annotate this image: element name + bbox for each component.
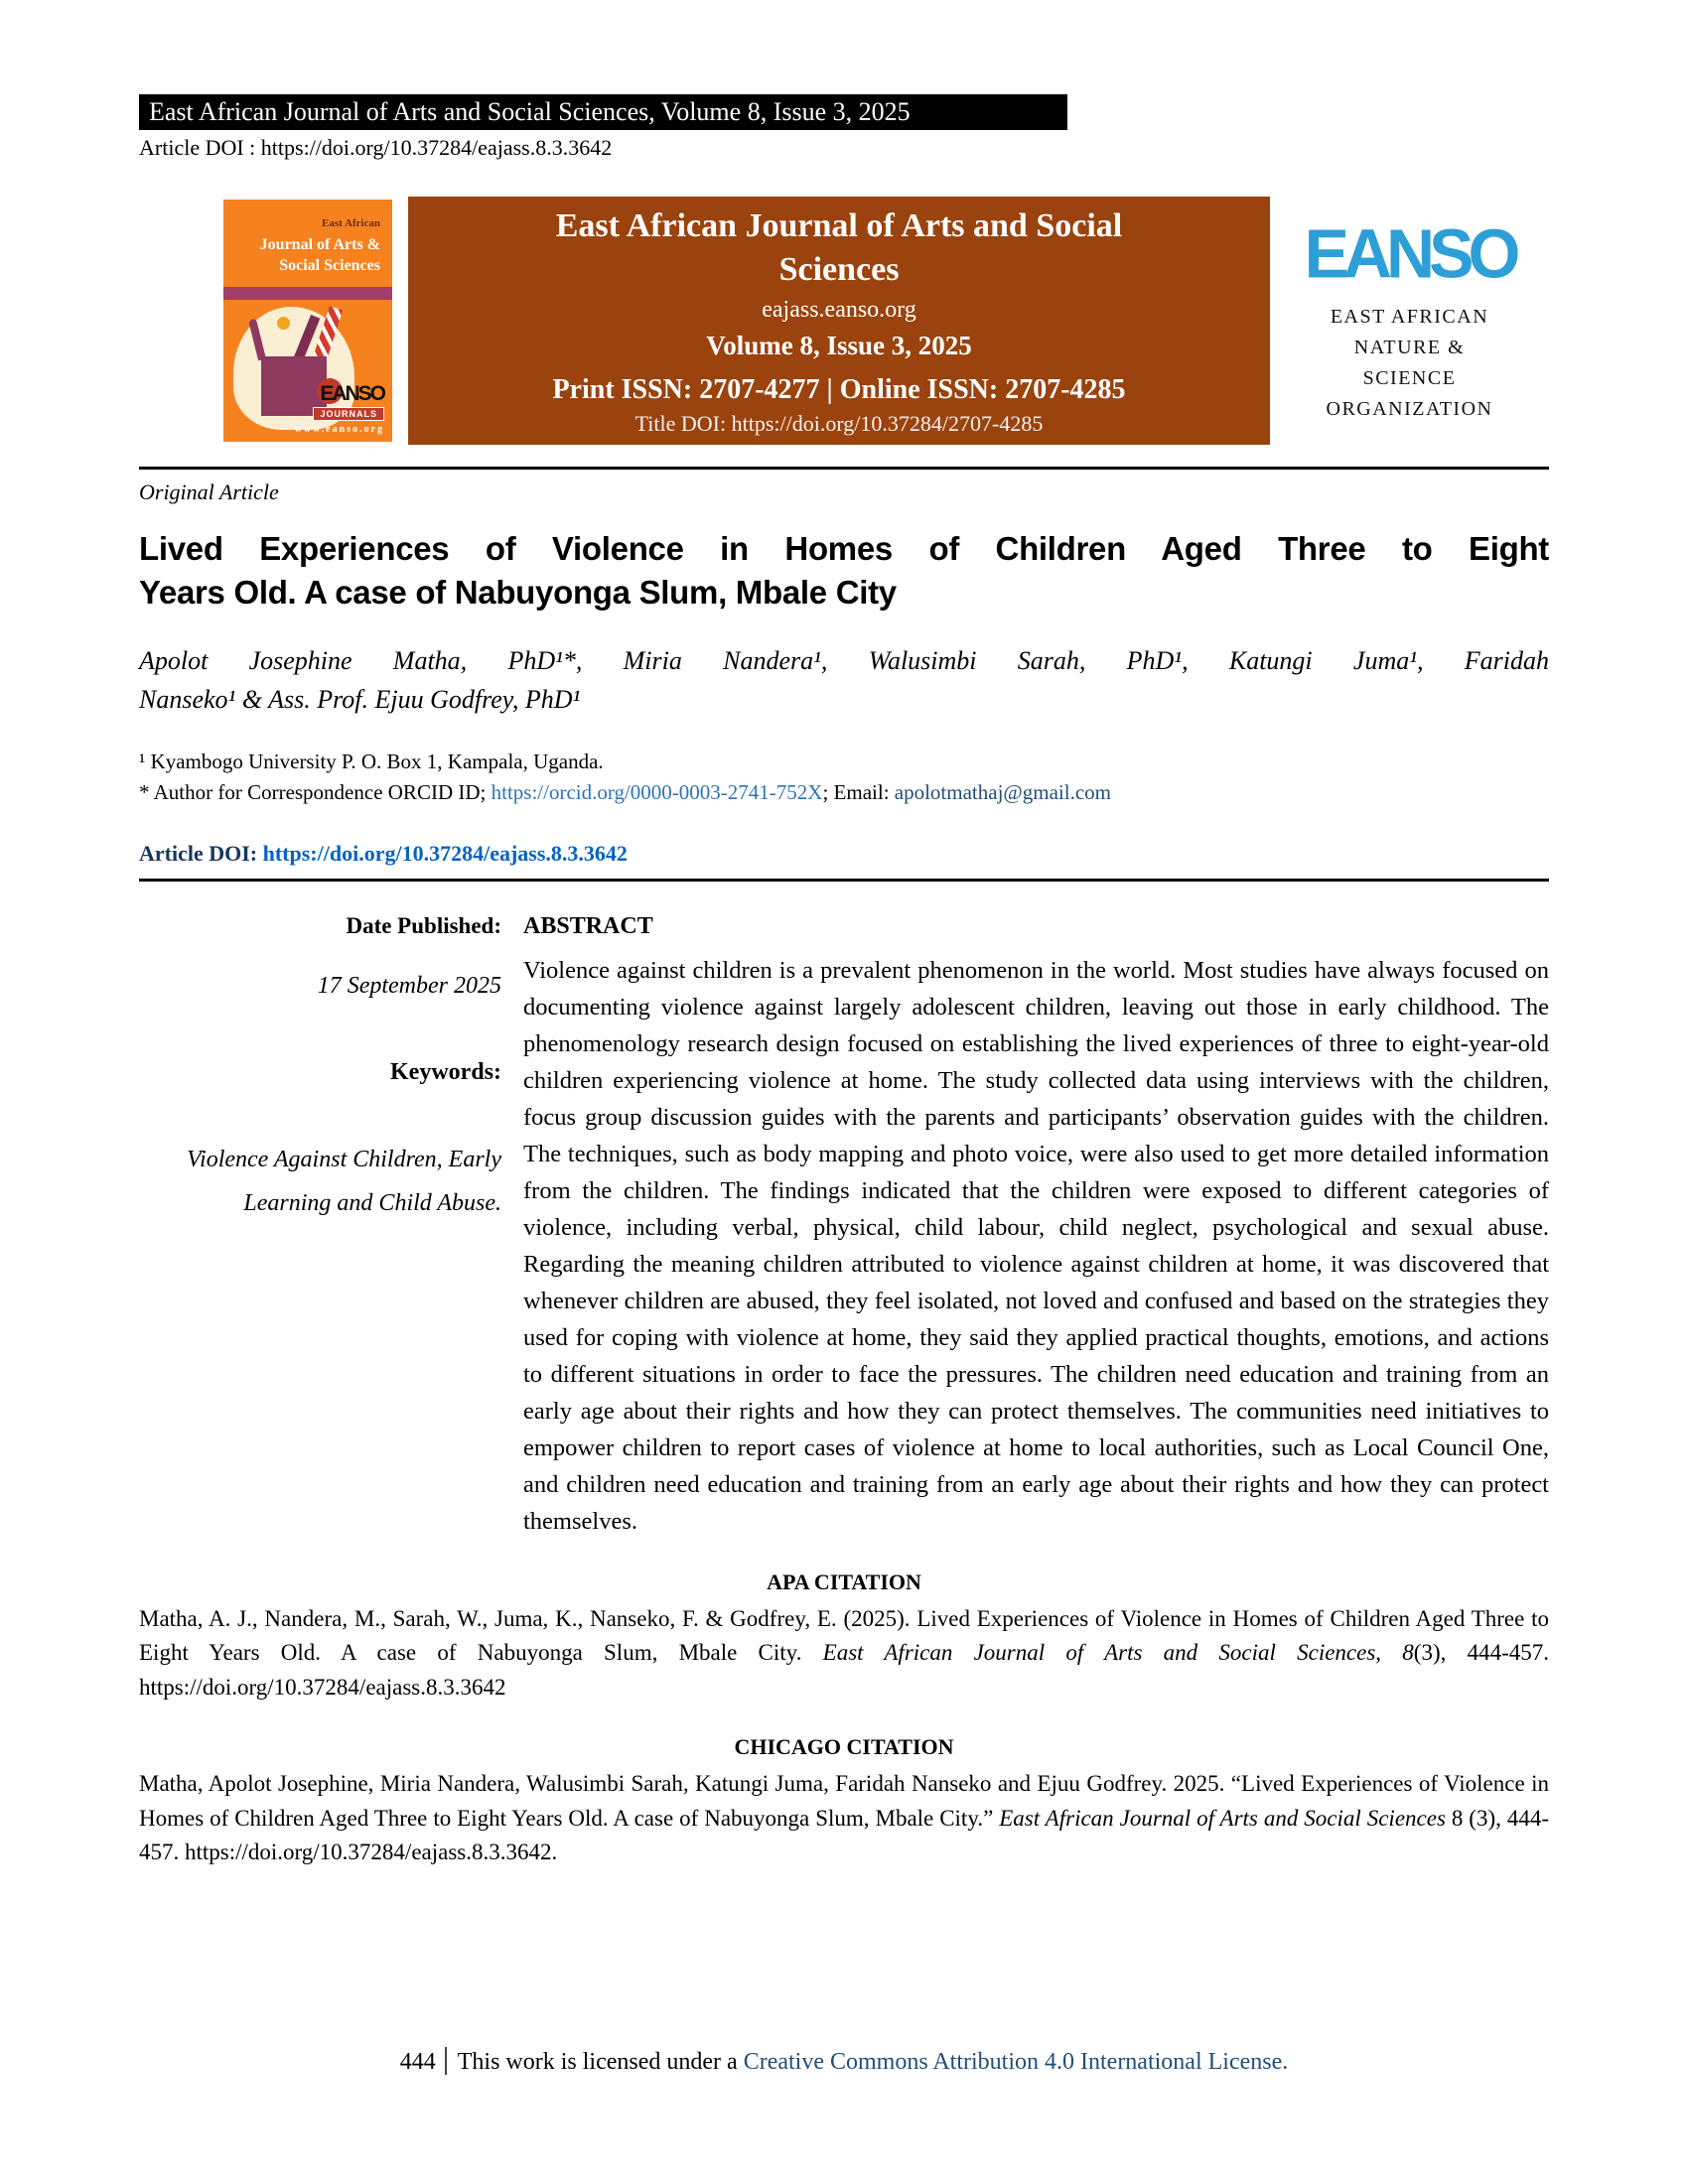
- eanso-name-line4: ORGANIZATION: [1326, 398, 1493, 420]
- running-header-text: East African Journal of Arts and Social Sciences, Volume 8, Issue 3, 2025: [149, 97, 911, 126]
- cover-journals-badge: JOURNALS: [313, 407, 384, 421]
- journal-info-box: [408, 197, 1270, 445]
- abstract-heading: ABSTRACT: [523, 912, 653, 939]
- journal-title: [438, 205, 1240, 292]
- cover-title-line2: Social Sciences: [279, 256, 380, 274]
- running-header-bar: [139, 94, 1067, 130]
- keywords-list: Violence Against Children, Early Learning and Child Abuse.: [187, 1146, 501, 1217]
- email-link[interactable]: apolotmathaj@gmail.com: [894, 779, 1111, 804]
- article-doi-link[interactable]: https://doi.org/10.37284/eajass.8.3.3642: [262, 840, 628, 866]
- journal-title-line2: Sciences: [778, 251, 900, 288]
- license-text: This work is licensed under a: [457, 2049, 744, 2075]
- journal-website: eajass.eanso.org: [762, 297, 916, 324]
- page-footer: [0, 2047, 1688, 2076]
- journal-header: [139, 197, 1549, 445]
- eanso-name-line1: EAST AFRICAN: [1330, 306, 1489, 328]
- cover-lightbulb-art: [277, 317, 290, 330]
- cover-title: [229, 235, 380, 277]
- article-title: [139, 527, 1549, 614]
- cover-brand-block: [295, 383, 384, 435]
- eanso-org-name: [1270, 302, 1549, 425]
- author-list-line1: Apolot Josephine Matha, PhD¹*, Miria Nandera¹, Walusimbi Sarah, PhD¹, Katungi Juma¹, Faridah: [139, 646, 1549, 676]
- orcid-link[interactable]: https://orcid.org/0000-0003-2741-752X: [491, 779, 823, 804]
- date-published-value: 17 September 2025: [317, 972, 501, 999]
- article-title-line2: Years Old. A case of Nabuyonga Slum, Mbale City: [139, 573, 897, 611]
- abstract-column: [523, 913, 1549, 1540]
- article-title-line1: Lived Experiences of Violence in Homes of Children Aged Three to Eight: [139, 530, 1549, 567]
- journal-volume-issue: Volume 8, Issue 3, 2025: [706, 331, 972, 361]
- correspondence-line: [139, 777, 1549, 807]
- affiliation-line: ¹ Kyambogo University P. O. Box 1, Kampala, Uganda.: [139, 750, 604, 774]
- article-meta-column: [139, 913, 501, 1540]
- page-number: 444: [399, 2049, 436, 2075]
- keywords-label: Keywords:: [390, 1058, 501, 1085]
- correspondence-mid: ; Email:: [822, 779, 895, 804]
- cover-purple-band: [223, 287, 392, 300]
- author-list: [139, 641, 1549, 719]
- article-type-label: Original Article: [139, 479, 279, 504]
- eanso-name-line2: NATURE &: [1353, 337, 1466, 358]
- abstract-text: Violence against children is a prevalent phenomenon in the world. Most studies have always focused on documenting violence against largely adolescent children, leaving out those in early childhood. The phenomenology research design focused on establishing the lived experiences of three to eight-year-old children experiencing violence at home. The study collected data using interviews with the children, focus group discussion guides with the parents and participants’ observation guides with the children. The techniques, such as body mapping and photo voice, were also used to get more detailed information from the children. The findings indicated that the children were exposed to different categories of violence, including verbal, physical, child labour, child neglect, psychological and sexual abuse. Regarding the meaning children attributed to violence against children at home, it was discovered that whenever children are abused, they feel isolated, not loved and confused and based on the strategies they used for coping with violence at home, they said they applied practical thoughts, emotions, and actions to different situations in order to face the pressures. The children need education and training from an early age about their rights and how they can protect themselves. The communities need initiatives to empower children to report cases of violence at home to local authorities, such as Local Council One, and children need education and training from an early age about their rights and how they can protect themselves.: [523, 956, 1549, 1535]
- apa-citation-text: Matha, A. J., Nandera, M., Sarah, W., Juma, K., Nanseko, F. & Godfrey, E. (2025). Lived Experiences of Violence in Homes of Children Aged Three to Eight Years Old. A case of Nabuyonga Slum, Mbale City. East African Journal of Arts and Social Sciences, 8(3), 444-457. https://doi.org/10.37284/eajass.8.3.3642: [139, 1605, 1549, 1700]
- cover-title-line1: Journal of Arts &: [259, 236, 380, 253]
- cover-eanso-logo: EANSO: [320, 382, 384, 405]
- cover-kicker: East African: [322, 217, 380, 229]
- correspondence-prefix: * Author for Correspondence ORCID ID;: [139, 779, 492, 804]
- eanso-name-line3: SCIENCE: [1362, 367, 1457, 389]
- chicago-citation-text: Matha, Apolot Josephine, Miria Nandera, Walusimbi Sarah, Katungi Juma, Faridah Nanseko and Ejuu Godfrey. 2025. “Lived Experiences of Violence in Homes of Children Aged Three to Eight Years Old. A case of Nabuyonga Slum, Mbale City.” East African Journal of Arts and Social Sciences 8 (3), 444-457. https://doi.org/10.37284/eajass.8.3.3642.: [139, 1771, 1549, 1865]
- journal-issn: Print ISSN: 2707-4277 | Online ISSN: 2707-4285: [552, 374, 1126, 406]
- journal-title-doi: Title DOI: https://doi.org/10.37284/2707-4285: [634, 411, 1044, 437]
- cover-eanso-url: www.eanso.org: [294, 424, 384, 435]
- header-divider-rule: [139, 467, 1549, 470]
- abstract-section: [139, 913, 1549, 1540]
- article-doi-label: Article DOI:: [139, 840, 263, 866]
- doi-divider-rule: [139, 879, 1549, 882]
- footer-separator: [445, 2047, 447, 2075]
- chicago-citation-heading: CHICAGO CITATION: [734, 1734, 954, 1760]
- article-doi-top-line: Article DOI : https://doi.org/10.37284/eajass.8.3.3642: [139, 135, 613, 160]
- author-list-line2: Nanseko¹ & Ass. Prof. Ejuu Godfrey, PhD¹: [139, 685, 581, 715]
- date-published-label: Date Published:: [346, 912, 501, 938]
- eanso-logo-block: [1270, 216, 1549, 425]
- apa-citation-heading: APA CITATION: [767, 1569, 921, 1594]
- journal-title-line1: East African Journal of Arts and Social: [555, 206, 1123, 244]
- license-link[interactable]: Creative Commons Attribution 4.0 International License.: [743, 2049, 1289, 2075]
- article-doi-row: [139, 841, 1549, 867]
- journal-cover-thumbnail: [223, 200, 392, 442]
- eanso-logo: EANSO: [1304, 215, 1515, 293]
